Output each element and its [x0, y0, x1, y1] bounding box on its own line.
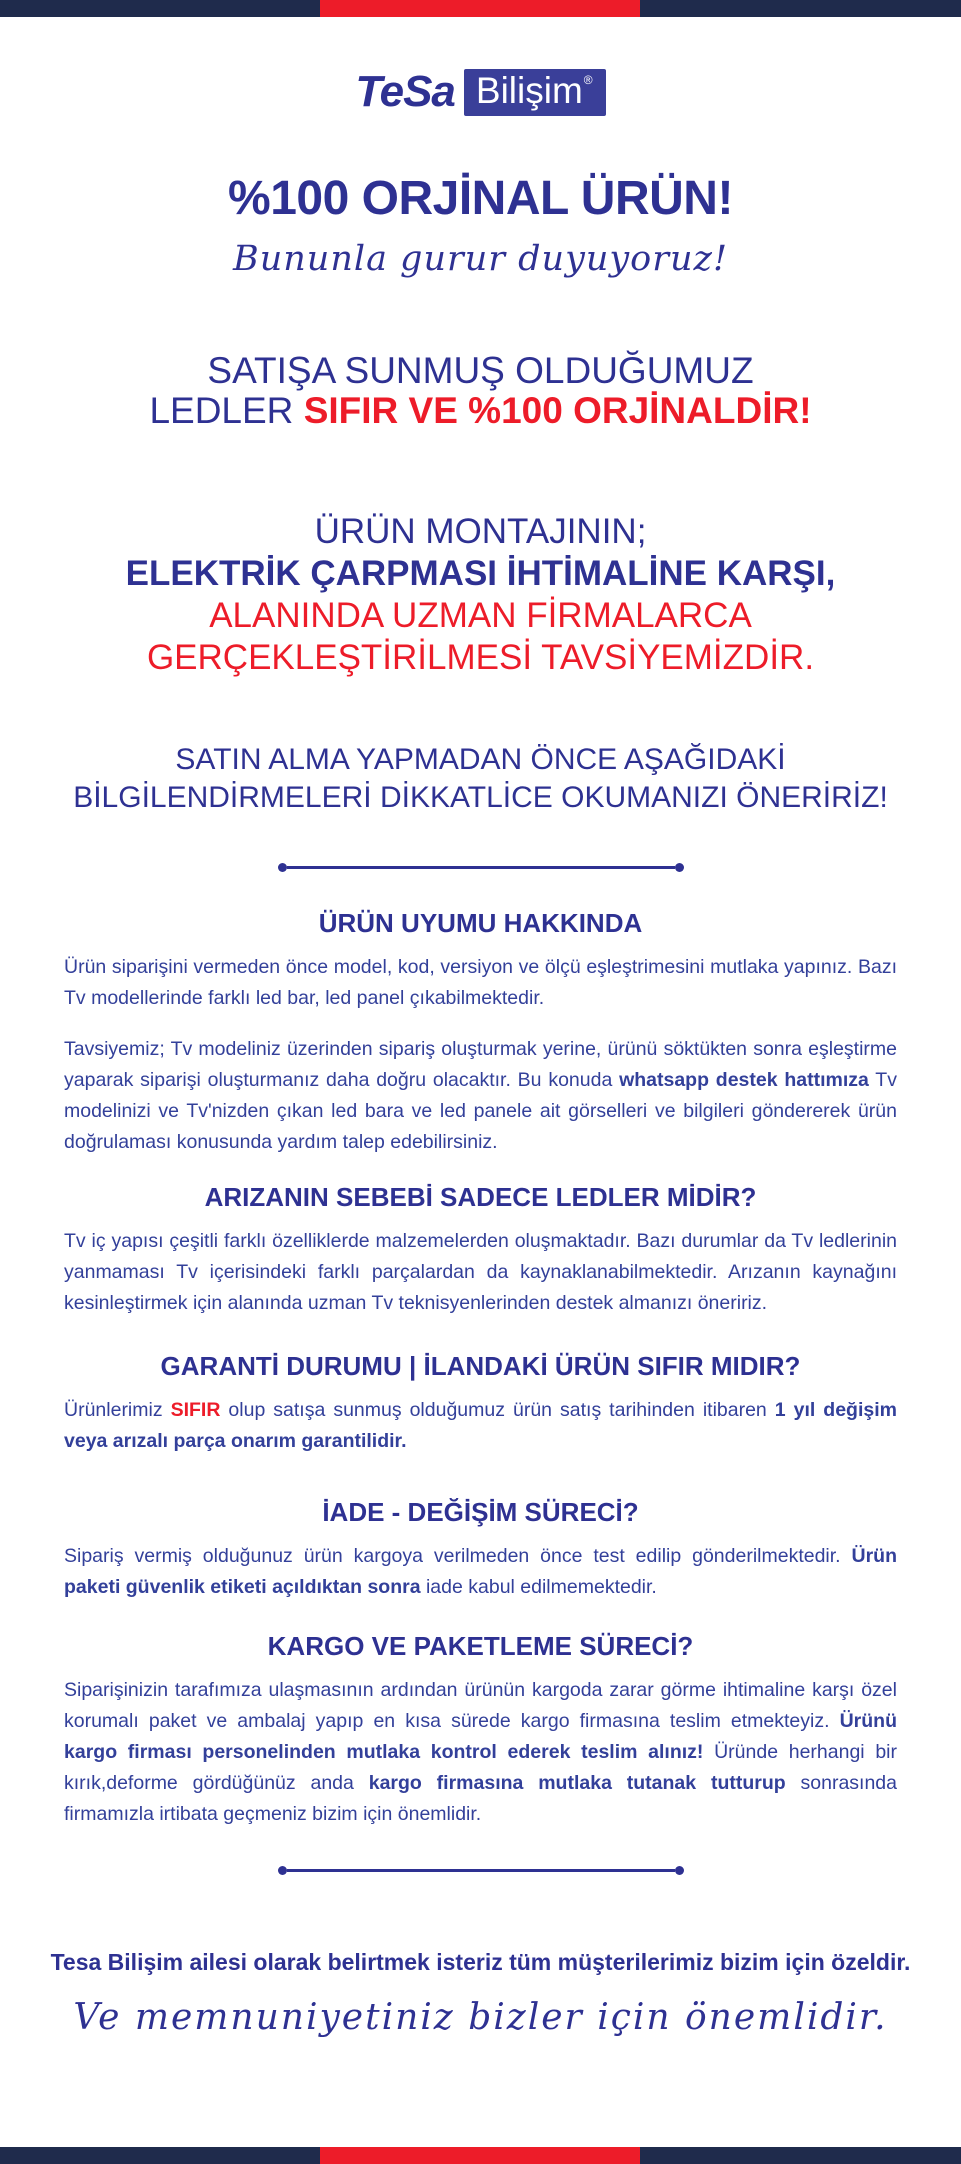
- text-segment: sonrasında firmamızla irtibata geçmeniz bizim için önemlidir.: [64, 1772, 898, 1825]
- text-segment: Ürün siparişini vermeden önce model, kod, versiyon ve ölçü eşleştrimesini mutlaka yapınız. Bazı Tv modellerinde farklı led bar, led panel çıkabilmektedir.: [64, 956, 897, 1009]
- registered-trademark-icon: ®: [583, 72, 593, 87]
- brand-logo-wordmark-left: TeSa: [355, 67, 455, 116]
- installation-advisory-line4: GERÇEKLEŞTİRİLMESİ TAVSİYEMİZDİR.: [146, 638, 815, 677]
- text-segment: SIFIR: [170, 1399, 221, 1421]
- text-segment: Ürünlerimiz: [64, 1399, 171, 1421]
- section-heading-garanti-durumu: GARANTİ DURUMU | İLANDAKİ ÜRÜN SIFIR MIDIR?: [160, 1351, 801, 1381]
- section-paragraph: [64, 952, 897, 1014]
- section-divider: [278, 1866, 684, 1875]
- divider-dot-right: [675, 1866, 684, 1875]
- top-accent-bar-red-segment: [320, 0, 640, 17]
- top-accent-bar: [0, 0, 961, 17]
- section-paragraph: [64, 1541, 897, 1603]
- text-segment: Sipariş vermiş olduğunuz ürün kargoya verilmeden önce test edilip gönderilmektedir.: [64, 1545, 852, 1567]
- text-segment: olup satışa sunmuş olduğumuz ürün satış tarihinden itibaren: [220, 1399, 775, 1421]
- divider-dot-left: [278, 1866, 287, 1875]
- brand-logo-wordmark-right: Bilişim: [475, 69, 583, 111]
- text-segment: kargo firmasına mutlaka tutanak tutturup: [368, 1772, 786, 1794]
- section-heading-ariza-sebebi: ARIZANIN SEBEBİ SADECE LEDLER MİDİR?: [204, 1182, 757, 1212]
- section-divider: [278, 863, 684, 872]
- section-paragraph: [64, 1395, 897, 1457]
- divider-dot-left: [278, 863, 287, 872]
- text-segment: Siparişinizin tarafımıza ulaşmasının ardından ürünün kargoda zarar görme ihtimaline karşı özel korumalı paket ve ambalaj yapıp en kısa sürede kargo firmasına teslim etmekteyiz.: [64, 1679, 897, 1732]
- hero-subtitle: [0, 351, 961, 431]
- text-segment: Üründe herhangi bir kırık,deforme gördüğünüz anda: [64, 1741, 897, 1794]
- section-heading-kargo-paketleme: KARGO VE PAKETLEME SÜRECİ?: [267, 1631, 694, 1661]
- hero-subtitle-line1: SATIŞA SUNMUŞ OLDUĞUMUZ: [207, 350, 754, 391]
- installation-advisory-line3: ALANINDA UZMAN FİRMALARCA: [209, 596, 752, 635]
- text-segment: Tv iç yapısı çeşitli farklı özelliklerde malzemelerden oluşmaktadır. Bazı durumlar da Tv ledlerinin yanmaması Tv içerisindeki farklı parçalardan da kaynaklanabilmektedir. Arızanın kaynağını kesinleştirmek için alanında uzman Tv teknisyenlerinden destek almanızı öneririz.: [64, 1230, 897, 1314]
- page-title: %100 ORJİNAL ÜRÜN!: [228, 172, 733, 225]
- hero-subtitle-line2-prefix: LEDLER: [149, 390, 304, 431]
- pre-purchase-notice-line2: BİLGİLENDİRMELERİ DİKKATLİCE OKUMANIZI ÖNERİRİZ!: [73, 781, 888, 814]
- text-segment: Tavsiyemiz; Tv modeliniz üzerinden sipariş oluşturmak yerine, ürünü söktükten sonra eşleştirme yaparak siparişi oluşturmanız daha doğru olacaktır. Bu konuda: [64, 1038, 897, 1091]
- text-segment: iade kabul edilmemektedir.: [420, 1576, 657, 1598]
- text-segment: whatsapp destek hattımıza: [619, 1069, 869, 1091]
- section-paragraph: [64, 1675, 897, 1830]
- section-paragraph: [64, 1034, 897, 1158]
- installation-advisory-line1: ÜRÜN MONTAJININ;: [314, 512, 647, 551]
- info-sections: [0, 906, 961, 1830]
- section-heading-urun-uyumu: ÜRÜN UYUMU HAKKINDA: [318, 908, 643, 938]
- divider-rule: [287, 866, 675, 869]
- text-segment: Tv modelinizi ve Tv'nizden çıkan led bara ve led panele ait görselleri ve bilgileri göndererek ürün doğrulaması konusunda yardım talep edebilirsiniz.: [64, 1069, 897, 1153]
- section-heading-iade-degisim: İADE - DEĞİŞİM SÜRECİ?: [322, 1497, 639, 1527]
- installation-advisory: [0, 511, 961, 679]
- pre-purchase-notice-line1: SATIN ALMA YAPMADAN ÖNCE AŞAĞIDAKİ: [175, 743, 786, 776]
- installation-advisory-line2: ELEKTRİK ÇARPMASI İHTİMALİNE KARŞI,: [125, 554, 836, 593]
- brand-logo: [0, 0, 961, 117]
- hero-subtitle-line2-highlight: SIFIR VE %100 ORJİNALDİR!: [303, 390, 812, 431]
- text-segment: Ürünü kargo firması personelinden mutlaka kontrol ederek teslim alınız!: [64, 1710, 897, 1763]
- section-paragraph: [64, 1226, 897, 1319]
- tagline-script-text: Bununla gurur duyuyoruz!: [232, 239, 729, 279]
- text-segment: Ürün paketi güvenlik etiketi açıldıktan sonra: [64, 1545, 897, 1598]
- text-segment: 1 yıl değişim veya arızalı parça onarım garantilidir.: [64, 1399, 897, 1452]
- bottom-accent-bar: [0, 2147, 961, 2164]
- divider-dot-right: [675, 863, 684, 872]
- closing-statement: Tesa Bilişim ailesi olarak belirtmek isteriz tüm müşterilerimiz bizim için özeldir.: [50, 1949, 911, 1975]
- brand-logo-wordmark-box: [464, 69, 606, 116]
- closing-script-text: Ve memnuniyetiniz bizler için önemlidir.: [73, 1997, 888, 2038]
- bottom-accent-bar-red-segment: [320, 2147, 640, 2164]
- divider-rule: [287, 1869, 675, 1872]
- pre-purchase-notice: [0, 741, 961, 817]
